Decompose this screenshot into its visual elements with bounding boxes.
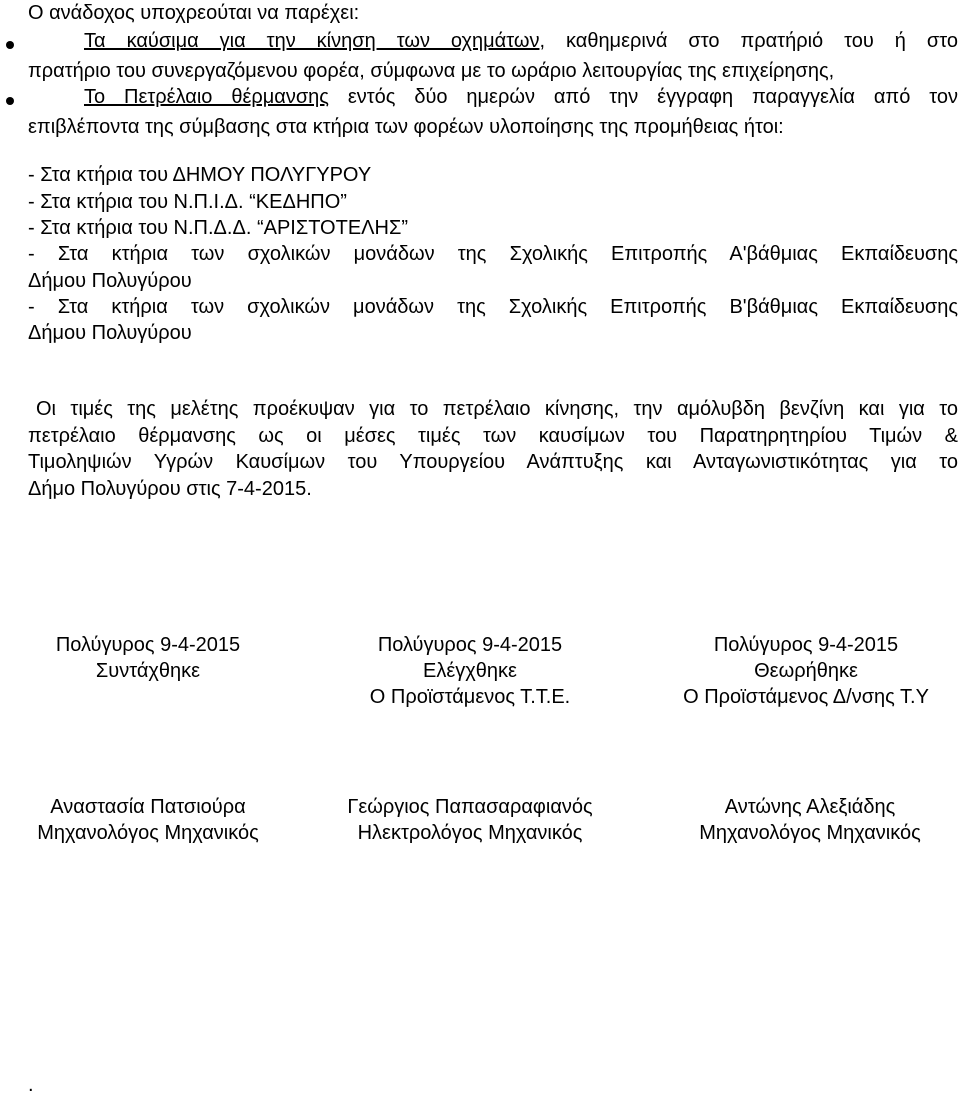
signer-name: Γεώργιος Παπασαραφιανός — [347, 796, 593, 818]
signer-1 — [10, 794, 286, 846]
role-label: Ο Προϊστάμενος Τ.Τ.Ε. — [369, 686, 571, 708]
bullet-2-line-2: επιβλέποντα της σύμβασης στα κτήρια των φορέων υλοποίησης της προμήθειας ήτοι: — [28, 116, 784, 138]
bullet-icon — [6, 41, 14, 49]
action-label: Θεωρήθηκε — [754, 660, 858, 682]
prices-line-2: πετρέλαιο θέρμανσης ως οι μέσες τιμές των καυσίμων του Παρατηρητηρίου Τιμών & — [28, 425, 958, 447]
action-label: Συντάχθηκε — [95, 660, 201, 682]
role-label: Ο Προϊστάμενος Δ/νσης Τ.Υ — [683, 686, 929, 708]
signer-title: Μηχανολόγος Μηχανικός — [37, 822, 259, 844]
prices-line-3: Τιμοληψιών Υγρών Καυσίμων του Υπουργείου Ανάπτυξης και Ανταγωνιστικότητας για το — [28, 451, 958, 473]
signer-2 — [320, 794, 620, 846]
bullet-1-line-1 — [28, 30, 958, 53]
signature-col-1 — [20, 632, 276, 684]
signer-name: Αντώνης Αλεξιάδης — [724, 796, 896, 818]
bullet-2-link[interactable]: Το Πετρέλαιο θέρμανσης — [84, 86, 329, 108]
prices-line-1: Οι τιμές της μελέτης προέκυψαν για το πετρέλαιο κίνησης, την αμόλυβδη βενζίνη και για το — [36, 398, 958, 420]
bullet-1-text: , καθημερινά στο πρατήριό του ή στο — [539, 30, 958, 52]
signer-title: Ηλεκτρολόγος Μηχανικός — [357, 822, 583, 844]
signature-col-3 — [660, 632, 952, 710]
building-line-2: - Στα κτήρια του Ν.Π.Ι.Δ. “ΚΕΔΗΠΟ” — [28, 191, 347, 213]
trailing-mark: . — [28, 1074, 34, 1096]
signature-col-2 — [340, 632, 600, 710]
bullet-2-line-1 — [28, 86, 958, 109]
action-label: Ελέγχθηκε — [423, 660, 517, 682]
place-date: Πολύγυρος 9-4-2015 — [55, 634, 241, 656]
signer-3 — [672, 794, 948, 846]
intro-text: Ο ανάδοχος υποχρεούται να παρέχει: — [28, 2, 360, 24]
place-date: Πολύγυρος 9-4-2015 — [377, 634, 563, 656]
bullet-icon — [6, 97, 14, 105]
signer-name: Αναστασία Πατσιούρα — [50, 796, 246, 818]
building-line-5a: - Στα κτήρια των σχολικών μονάδων της Σχολικής Επιτροπής Β'βάθμιας Εκπαίδευσης — [28, 296, 958, 318]
building-line-1: - Στα κτήρια του ΔΗΜΟΥ ΠΟΛΥΓΥΡΟΥ — [28, 164, 372, 186]
building-line-3: - Στα κτήρια του Ν.Π.Δ.Δ. “ΑΡΙΣΤΟΤΕΛΗΣ” — [28, 217, 408, 239]
prices-line-4: Δήμο Πολυγύρου στις 7-4-2015. — [28, 478, 312, 500]
bullet-1-line-2: πρατήριο του συνεργαζόμενου φορέα, σύμφωνα με το ωράριο λειτουργίας της επιχείρησης, — [28, 60, 835, 82]
bullet-1-link[interactable]: Τα καύσιμα για την κίνηση των οχημάτων — [84, 30, 540, 52]
signer-title: Μηχανολόγος Μηχανικός — [699, 822, 921, 844]
building-line-4b: Δήμου Πολυγύρου — [28, 270, 192, 292]
building-line-4a: - Στα κτήρια των σχολικών μονάδων της Σχολικής Επιτροπής Α'βάθμιας Εκπαίδευσης — [28, 243, 958, 265]
place-date: Πολύγυρος 9-4-2015 — [713, 634, 899, 656]
building-line-5b: Δήμου Πολυγύρου — [28, 322, 192, 344]
bullet-2-text: εντός δύο ημερών από την έγγραφη παραγγελία από τον — [328, 86, 958, 108]
